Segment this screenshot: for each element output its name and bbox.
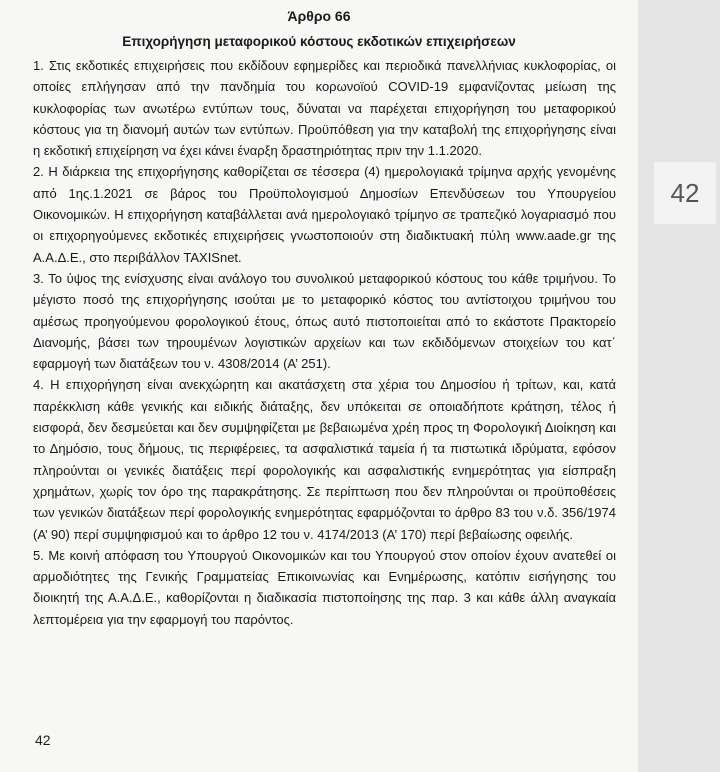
article-title: Άρθρο 66 [287,8,351,24]
paragraph-5: 5. Με κοινή απόφαση του Υπουργού Οικονομικών και του Υπουργού στον οποίον έχουν ανατεθεί οι αρμοδιότητες της Γενικής Γραμματείας Επικοινωνίας και Ενημέρωσης, κατόπιν εισήγησης του διοικητή της Α.Α.Δ.Ε., καθορίζονται η διαδικασία πιστοποίησης της παρ. 3 και κάθε άλλη αναγκαία λεπτομέρεια για την εφαρμογή του παρόντος. [33,547,616,627]
page-number: 42 [35,732,51,748]
paragraph-3: 3. Το ύψος της ενίσχυσης είναι ανάλογο του συνολικού μεταφορικού κόστους του κάθε τριμήνου. Το μέγιστο ποσό της επιχορήγησης ισούται με το μεταφορικό κόστος του αντίστοιχου τριμήνου του αμέσως προηγούμενου φορολογικού έτους, όπως αυτό πιστοποιείται από το εκάστοτε Πρακτορείο Διανομής, βάσει των τηρουμένων λογιστικών αρχείων και των εκδιδόμενων στοιχείων του κατ΄ εφαρμογή των διατάξεων του ν. 4308/2014 (Α’ 251). [33,270,616,372]
article-body [33,55,616,630]
paragraph-2: 2. Η διάρκεια της επιχορήγησης καθορίζεται σε τέσσερα (4) ημερολογιακά τρίμηνα αρχής γενομένης από 1ης.1.2021 σε βάρος του Προϋπολογισμού Δημοσίων Επενδύσεων του Υπουργείου Οικονομικών. Η επιχορήγηση καταβάλλεται ανά ημερολογιακό τρίμηνο σε τραπεζικό λογαριασμό που οι επιχορηγούμενες εκδοτικές επιχειρήσεις γνωστοποιούν στη διαδικτυακή πύλη www.aade.gr της Α.Α.Δ.Ε., στο περιβάλλον TAXISnet. [33,164,616,265]
article-subtitle: Επιχορήγηση μεταφορικού κόστους εκδοτικών επιχειρήσεων [122,34,516,49]
paragraph-4: 4. Η επιχορήγηση είναι ανεκχώρητη και ακατάσχετη στα χέρια του Δημοσίου ή τρίτων, και, κατά παρέκκλιση κάθε γενικής και ειδικής διάταξης, δεν υπόκειται σε οποιαδήποτε κράτηση, τέλος ή εισφορά, δεν δεσμεύεται και δεν συμψηφίζεται με βεβαιωμένα χρέη προς τη Φορολογική Διοίκηση και το Δημόσιο, τους δήμους, τις περιφέρειες, τα ασφαλιστικά ταμεία ή τα πιστωτικά ιδρύματα, εφόσον πληρούνται οι γενικές διατάξεις περί φορολογικής και ασφαλιστικής ενημερότητας για είσπραξη χρημάτων, χωρίς τον όρο της παρακράτησης. Σε περίπτωση που δεν πληρούνται οι προϋποθέσεις των γενικών διατάξεων περί φορολογικής ενημερότητας εφαρμόζονται το άρθρο 83 του ν.δ. 356/1974 (Α’ 90) περί συμψηφισμού και το άρθρο 12 του ν. 4174/2013 (Α’ 170) περί βεβαίωσης οφειλής. [33,377,616,542]
side-panel [638,0,720,772]
paragraph-1: 1. Στις εκδοτικές επιχειρήσεις που εκδίδουν εφημερίδες και περιοδικά πανελλήνιας κυκλοφορίας, οι οποίες επλήγησαν από την πανδημία του κορωνοϊού COVID-19 εμφανίζοντας μείωση της κυκλοφορίας των ανωτέρω εντύπων τους, δύναται να παρέχεται επιχορήγηση του μεταφορικού κόστους για τη διανομή αυτών των εντύπων. Προϋπόθεση για την καταβολή της επιχορήγησης είναι η εκδοτική επιχείρηση να έχει κάνει έναρξη δραστηριότητας πριν την 1.1.2020. [33,58,616,159]
page-number-badge[interactable]: 42 [654,162,716,224]
